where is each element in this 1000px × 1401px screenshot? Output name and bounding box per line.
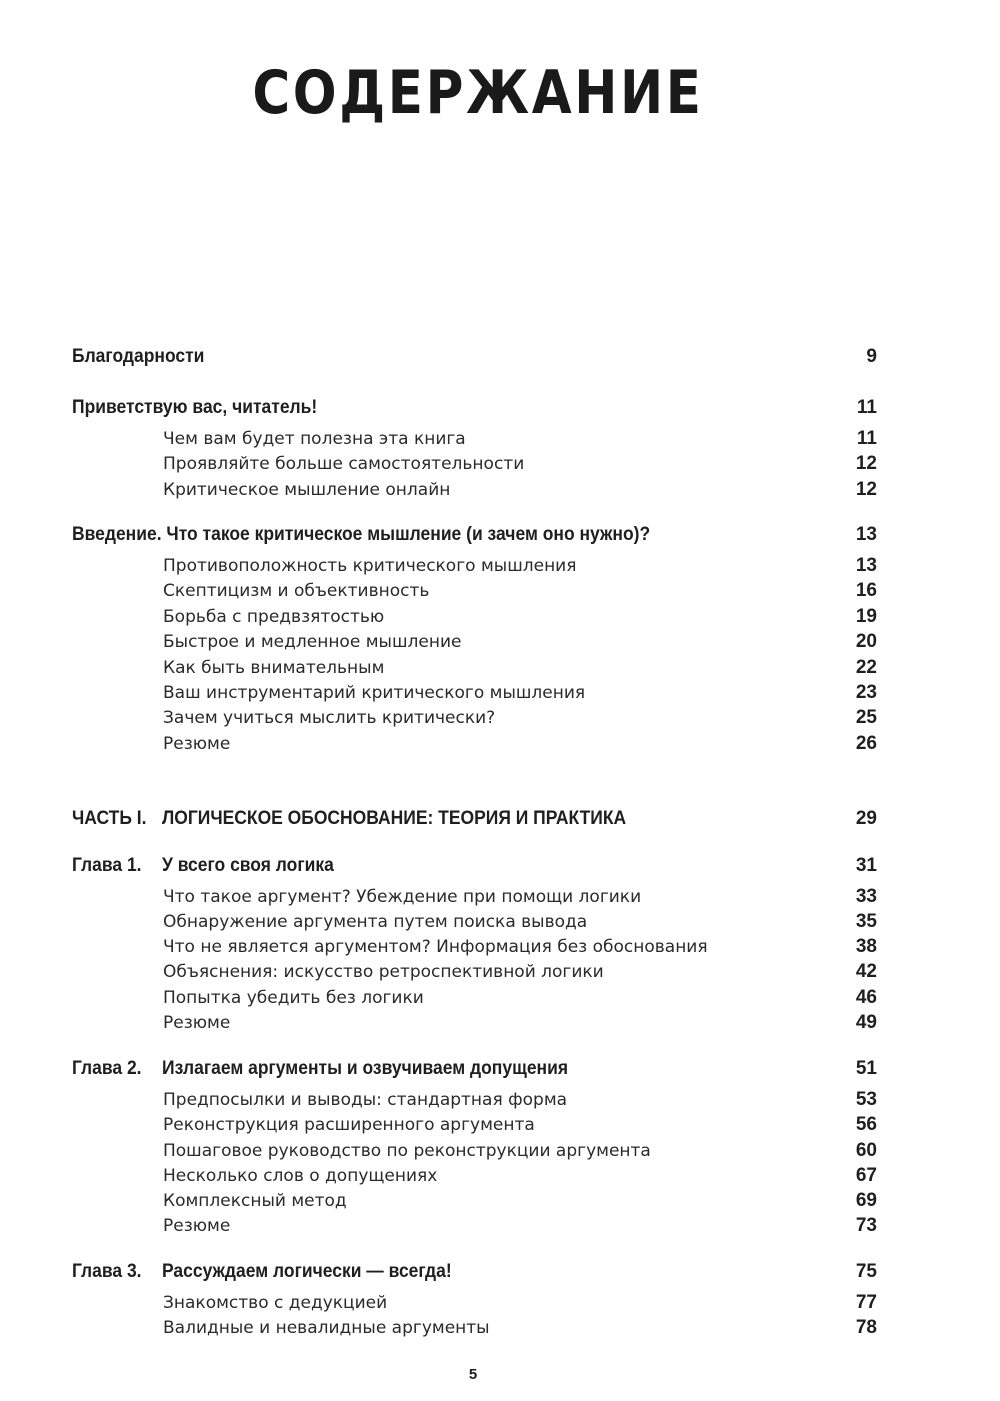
toc-entry-title: Объяснения: искусство ретроспективной логики: [163, 962, 604, 982]
toc-subentry: [0, 450, 1000, 478]
toc-entry-title: Борьба с предвзятостью: [163, 607, 385, 627]
toc-subentry: [0, 1289, 1000, 1317]
toc-page-number: 11: [856, 397, 877, 418]
toc-subentry: [0, 679, 1000, 707]
toc-chapter-label: Глава 3.: [72, 1261, 142, 1282]
toc-chapter-label: Глава 2.: [72, 1058, 142, 1079]
toc-page-number: 9: [866, 346, 877, 367]
toc-entry-title: Быстрое и медленное мышление: [163, 632, 462, 652]
toc-page-number: 53: [855, 1089, 877, 1110]
toc-entry-title: Введение. Что такое критическое мышление (и зачем оно нужно)?: [72, 524, 651, 545]
page-title: СОДЕРЖАНИЕ: [252, 58, 704, 128]
toc-section: [0, 343, 1000, 371]
toc-subentry: [0, 1212, 1000, 1240]
toc-chapter: [0, 852, 1000, 880]
toc-page-number: 38: [855, 936, 877, 957]
toc-page-number: 49: [855, 1012, 877, 1033]
toc-subentry: [0, 1314, 1000, 1342]
toc-subentry: [0, 628, 1000, 656]
toc-entry-title: Резюме: [163, 1216, 231, 1236]
toc-page-number: 19: [855, 606, 877, 627]
toc-subentry: [0, 1187, 1000, 1215]
page-number: 5: [468, 1366, 478, 1383]
toc-subentry: [0, 933, 1000, 961]
toc-chapter: [0, 1055, 1000, 1083]
toc-entry-title: Валидные и невалидные аргументы: [163, 1318, 490, 1338]
toc-entry-title: Зачем учиться мыслить критически?: [163, 708, 496, 728]
toc-page-number: 77: [855, 1292, 877, 1313]
toc-chapter: [0, 1258, 1000, 1286]
toc-entry-title: Пошаговое руководство по реконструкции аргумента: [163, 1141, 651, 1161]
toc-page-number: 13: [855, 555, 877, 576]
toc-entry-title: Рассуждаем логически — всегда!: [162, 1261, 452, 1282]
toc-page-number: 60: [855, 1140, 877, 1161]
toc-subentry: [0, 730, 1000, 758]
toc-entry-title: Чем вам будет полезна эта книга: [163, 429, 466, 449]
toc-chapter: [0, 805, 1000, 833]
toc-page-number: 23: [855, 682, 877, 703]
toc-entry-title: Предпосылки и выводы: стандартная форма: [163, 1090, 568, 1110]
toc-page-number: 42: [855, 961, 877, 982]
toc-page-number: 25: [855, 707, 877, 728]
toc-page-number: 31: [855, 855, 877, 876]
toc-subentry: [0, 958, 1000, 986]
toc-entry-title: Скептицизм и объективность: [163, 581, 430, 601]
toc-section: [0, 394, 1000, 422]
toc-subentry: [0, 908, 1000, 936]
toc-page-number: 29: [855, 808, 877, 829]
toc-entry-title: Что не является аргументом? Информация без обоснования: [163, 937, 708, 957]
toc-subentry: [0, 425, 1000, 453]
toc-page-number: 12: [855, 453, 877, 474]
toc-subentry: [0, 1086, 1000, 1114]
toc-subentry: [0, 1111, 1000, 1139]
toc-subentry: [0, 1162, 1000, 1190]
toc-entry-title: Как быть внимательным: [163, 658, 385, 678]
toc-entry-title: Комплексный метод: [163, 1191, 347, 1211]
toc-entry-title: Несколько слов о допущениях: [163, 1166, 438, 1186]
toc-page-number: 67: [855, 1165, 877, 1186]
toc-chapter-label: Глава 1.: [72, 855, 142, 876]
toc-page-number: 56: [855, 1114, 877, 1135]
toc-entry-title: Приветствую вас, читатель!: [72, 397, 318, 418]
toc-subentry: [0, 1009, 1000, 1037]
toc-page-number: 11: [856, 428, 877, 449]
toc-entry-title: Резюме: [163, 734, 231, 754]
toc-page-number: 51: [855, 1058, 877, 1079]
toc-entry-title: Проявляйте больше самостоятельности: [163, 454, 525, 474]
toc-page-number: 12: [855, 479, 877, 500]
toc-page-number: 33: [855, 886, 877, 907]
toc-subentry: [0, 984, 1000, 1012]
toc-subentry: [0, 577, 1000, 605]
toc-subentry: [0, 552, 1000, 580]
toc-page-number: 35: [855, 911, 877, 932]
toc-entry-title: У всего своя логика: [162, 855, 334, 876]
toc-subentry: [0, 883, 1000, 911]
toc-section: [0, 521, 1000, 549]
toc-entry-title: Обнаружение аргумента путем поиска вывода: [163, 912, 588, 932]
toc-chapter-label: ЧАСТЬ I.: [72, 808, 147, 829]
toc-page-number: 69: [855, 1190, 877, 1211]
toc-entry-title: Критическое мышление онлайн: [163, 480, 451, 500]
toc-entry-title: Резюме: [163, 1013, 231, 1033]
toc-page-number: 22: [855, 657, 877, 678]
toc-subentry: [0, 603, 1000, 631]
toc-page-number: 78: [855, 1317, 877, 1338]
toc-page-number: 75: [855, 1261, 877, 1282]
toc-subentry: [0, 1137, 1000, 1165]
toc-entry-title: Противоположность критического мышления: [163, 556, 577, 576]
toc-entry-title: Ваш инструментарий критического мышления: [163, 683, 586, 703]
toc-entry-title: Знакомство с дедукцией: [163, 1293, 388, 1313]
toc-page-number: 26: [855, 733, 877, 754]
toc-subentry: [0, 654, 1000, 682]
toc-page-number: 13: [855, 524, 877, 545]
toc-entry-title: Излагаем аргументы и озвучиваем допущения: [162, 1058, 569, 1079]
toc-entry-title: Попытка убедить без логики: [163, 988, 424, 1008]
toc-entry-title: Что такое аргумент? Убеждение при помощи логики: [163, 887, 642, 907]
toc-entry-title: Благодарности: [72, 346, 205, 367]
toc-entry-title: ЛОГИЧЕСКОЕ ОБОСНОВАНИЕ: ТЕОРИЯ И ПРАКТИКА: [162, 808, 627, 829]
toc-page-number: 73: [855, 1215, 877, 1236]
toc-subentry: [0, 476, 1000, 504]
toc-page-number: 20: [855, 631, 877, 652]
toc-entry-title: Реконструкция расширенного аргумента: [163, 1115, 535, 1135]
toc-page-number: 16: [855, 580, 877, 601]
toc-page-number: 46: [855, 987, 877, 1008]
toc-subentry: [0, 704, 1000, 732]
